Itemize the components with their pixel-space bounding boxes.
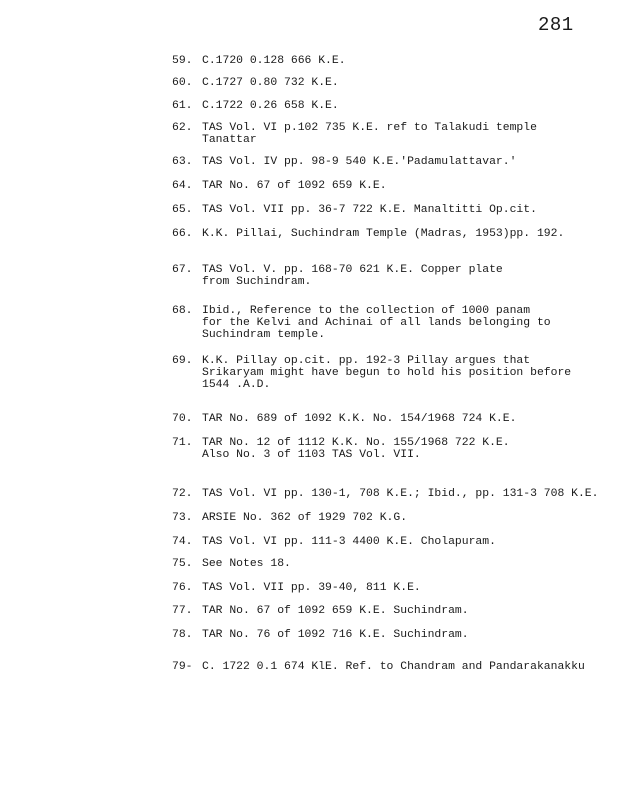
note-number: 69. bbox=[172, 355, 193, 367]
note-text-line: 1544 .A.D. bbox=[202, 379, 271, 391]
note-number: 75. bbox=[172, 558, 193, 570]
note-text-line: C.1727 0.80 732 K.E. bbox=[202, 77, 339, 89]
note-number: 72. bbox=[172, 488, 193, 500]
note-text-line: K.K. Pillay op.cit. pp. 192-3 Pillay argues that bbox=[202, 355, 531, 367]
note-text-line: TAS Vol. VI pp. 130-1, 708 K.E.; Ibid., pp. 131-3 708 K.E. bbox=[202, 488, 599, 500]
note-text-line: from Suchindram. bbox=[202, 276, 312, 288]
note-number: 71. bbox=[172, 437, 193, 449]
note-number: 63. bbox=[172, 156, 193, 168]
note-text-line: See Notes 18. bbox=[202, 558, 291, 570]
note-number: 66. bbox=[172, 228, 193, 240]
note-text-line: Also No. 3 of 1103 TAS Vol. VII. bbox=[202, 449, 421, 461]
note-text-line: TAS Vol. VII pp. 39-40, 811 K.E. bbox=[202, 582, 421, 594]
note-text-line: TAS Vol. VI p.102 735 K.E. ref to Talakudi temple bbox=[202, 122, 537, 134]
note-text-line: TAS Vol. V. pp. 168-70 621 K.E. Copper plate bbox=[202, 264, 503, 276]
page-number: 281 bbox=[538, 14, 574, 36]
note-number: 78. bbox=[172, 629, 193, 641]
note-text-line: TAS Vol. IV pp. 98-9 540 K.E.'Padamulattavar.' bbox=[202, 156, 517, 168]
note-text-line: TAS Vol. VI pp. 111-3 4400 K.E. Cholapuram. bbox=[202, 536, 496, 548]
note-number: 67. bbox=[172, 264, 193, 276]
note-number: 76. bbox=[172, 582, 193, 594]
note-text-line: C.1722 0.26 658 K.E. bbox=[202, 100, 339, 112]
note-number: 77. bbox=[172, 605, 193, 617]
note-text-line: Ibid., Reference to the collection of 1000 panam bbox=[202, 305, 531, 317]
note-text-line: for the Kelvi and Achinai of all lands belonging to bbox=[202, 317, 551, 329]
note-text-line: C.1720 0.128 666 K.E. bbox=[202, 55, 346, 67]
note-text-line: Tanattar bbox=[202, 134, 257, 146]
note-number: 68. bbox=[172, 305, 193, 317]
note-text-line: TAR No. 689 of 1092 K.K. No. 154/1968 724 K.E. bbox=[202, 413, 517, 425]
note-number: 70. bbox=[172, 413, 193, 425]
note-text-line: ARSIE No. 362 of 1929 702 K.G. bbox=[202, 512, 408, 524]
note-text-line: K.K. Pillai, Suchindram Temple (Madras, 1953)pp. 192. bbox=[202, 228, 565, 240]
note-text-line: TAR No. 76 of 1092 716 K.E. Suchindram. bbox=[202, 629, 469, 641]
note-number: 60. bbox=[172, 77, 193, 89]
note-number: 64. bbox=[172, 180, 193, 192]
note-number: 74. bbox=[172, 536, 193, 548]
note-number: 79- bbox=[172, 661, 193, 673]
note-text-line: TAR No. 67 of 1092 659 K.E. Suchindram. bbox=[202, 605, 469, 617]
note-number: 59. bbox=[172, 55, 193, 67]
note-text-line: TAR No. 67 of 1092 659 K.E. bbox=[202, 180, 387, 192]
note-text-line: Srikaryam might have begun to hold his position before bbox=[202, 367, 572, 379]
note-number: 61. bbox=[172, 100, 193, 112]
note-text-line: TAS Vol. VII pp. 36-7 722 K.E. Manaltitti Op.cit. bbox=[202, 204, 537, 216]
note-text-line: TAR No. 12 of 1112 K.K. No. 155/1968 722 K.E. bbox=[202, 437, 510, 449]
note-text-line: Suchindram temple. bbox=[202, 329, 326, 341]
note-number: 65. bbox=[172, 204, 193, 216]
note-number: 62. bbox=[172, 122, 193, 134]
note-text-line: C. 1722 0.1 674 KlE. Ref. to Chandram and Pandarakanakku bbox=[202, 661, 585, 673]
note-number: 73. bbox=[172, 512, 193, 524]
